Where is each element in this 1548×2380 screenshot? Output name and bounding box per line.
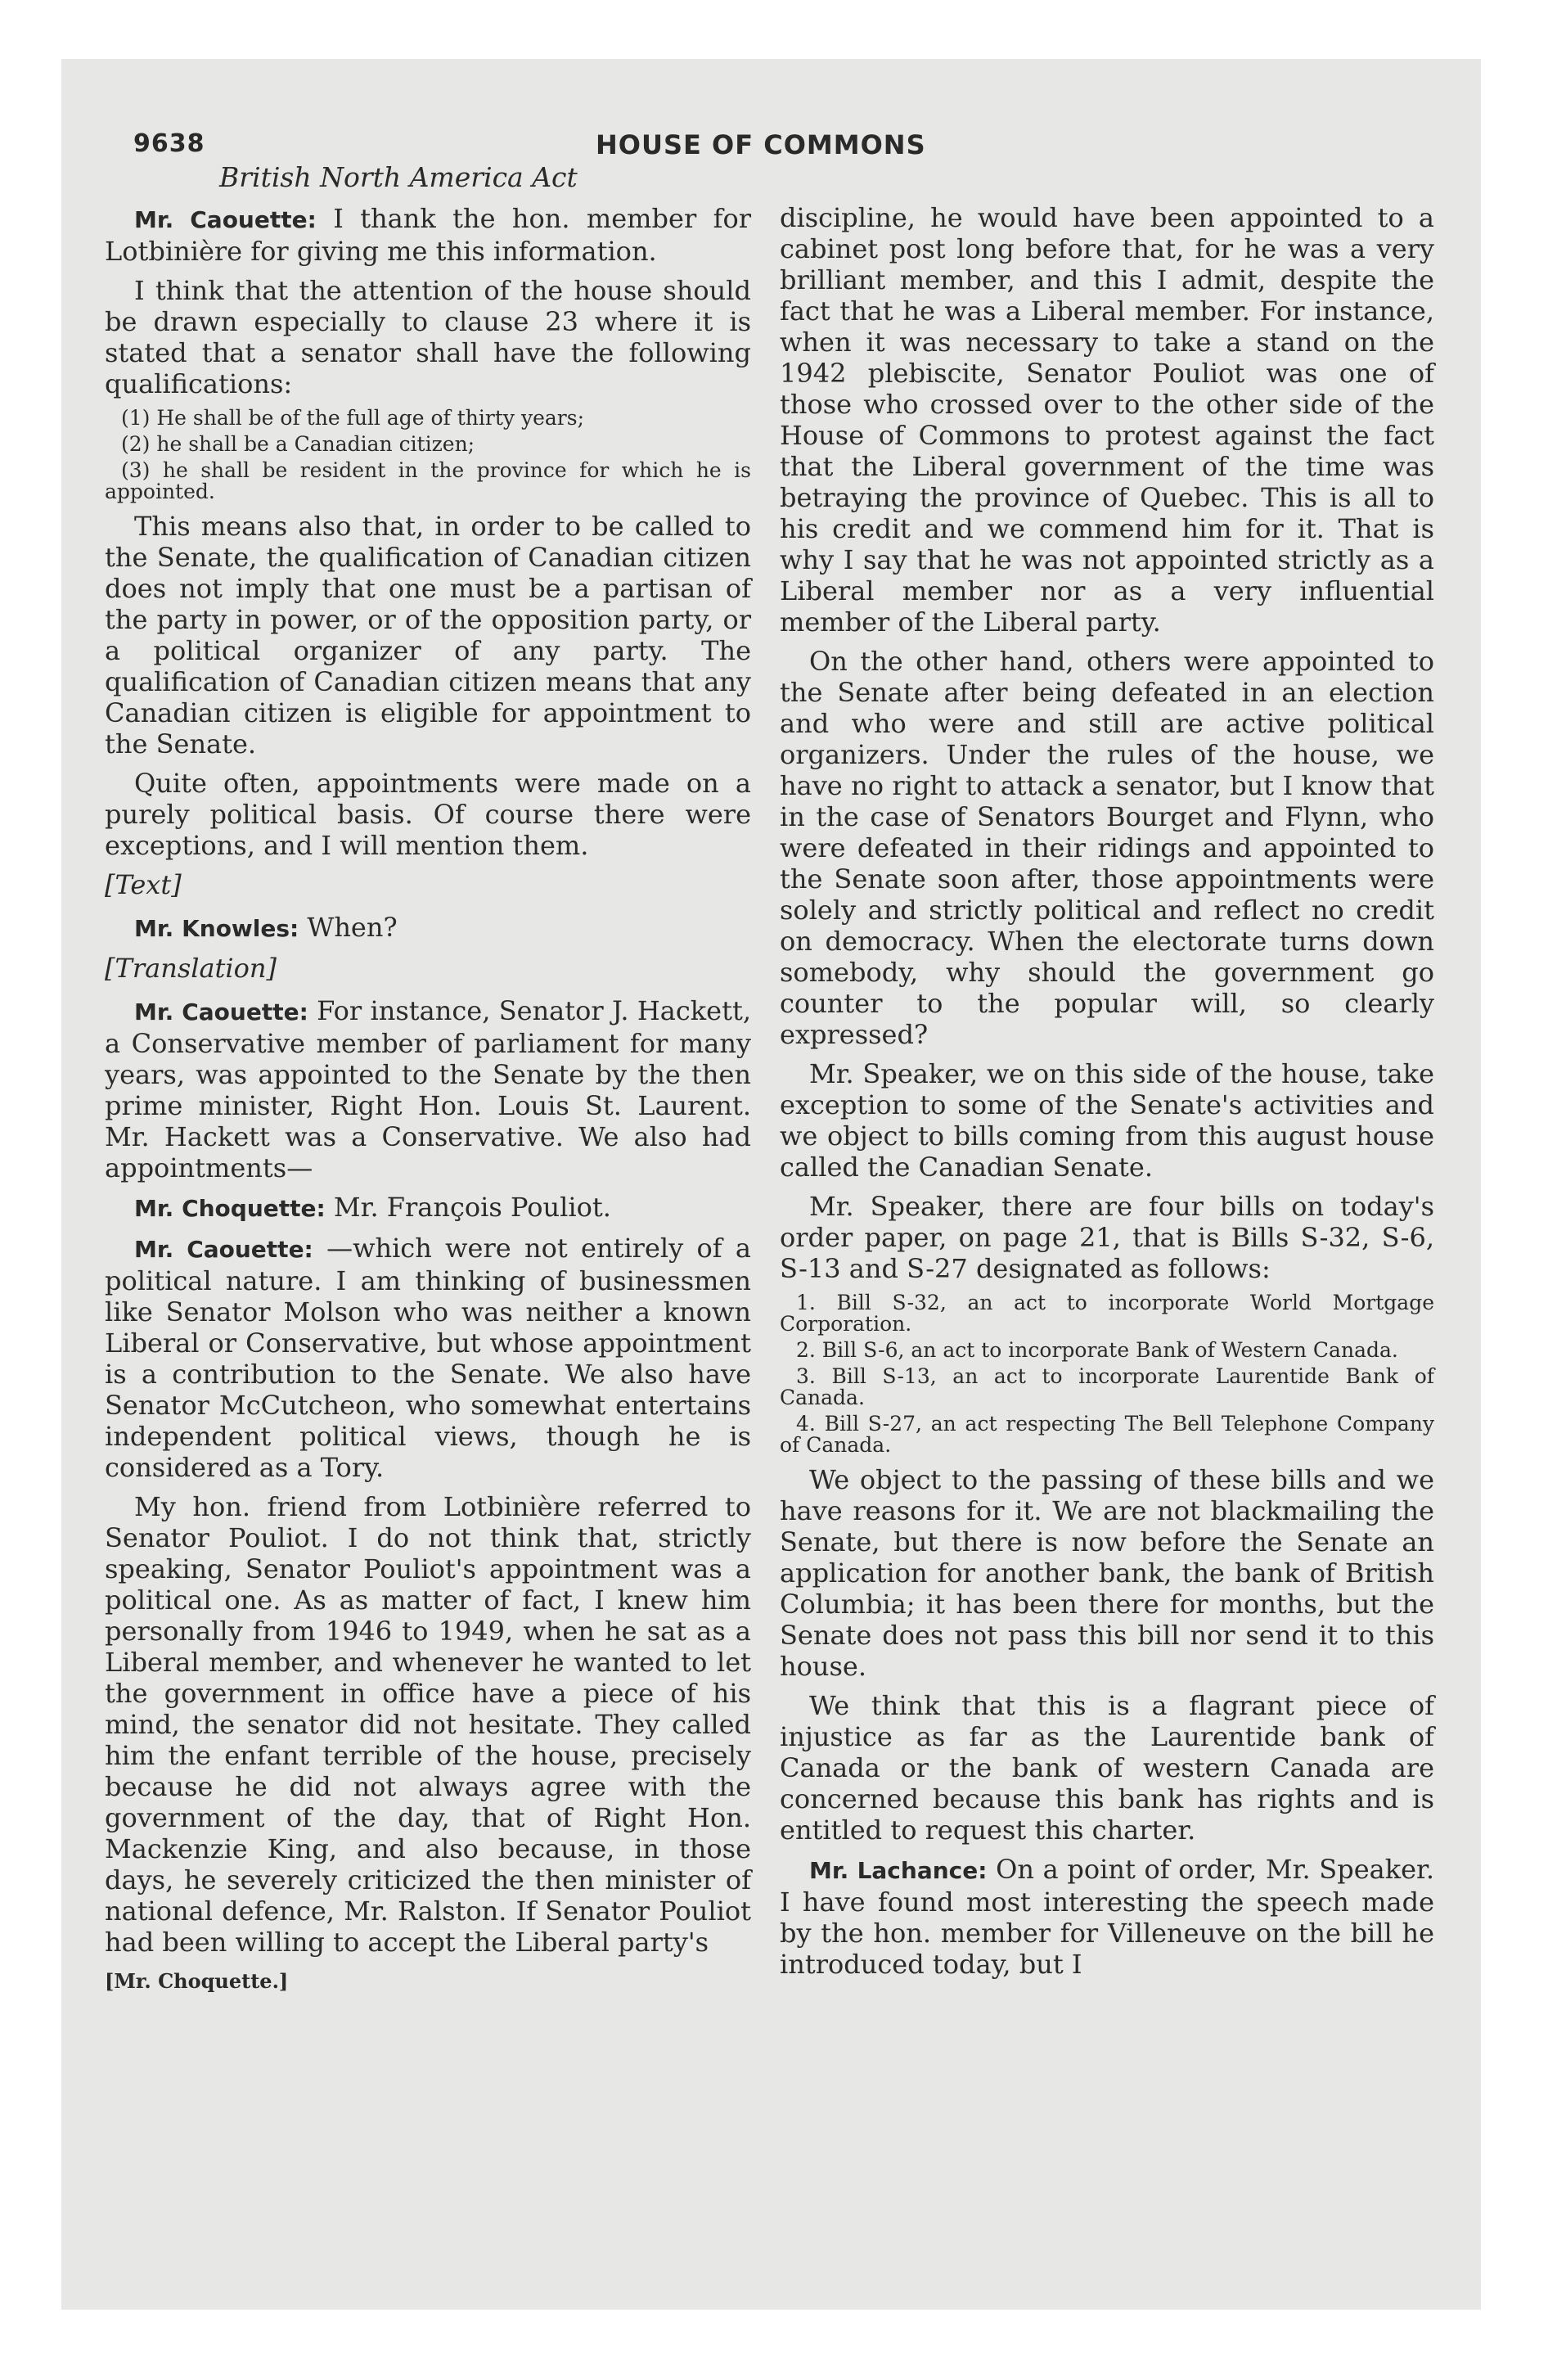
page-title: HOUSE OF COMMONS xyxy=(596,129,926,160)
page-footer: [Mr. Choquette.] xyxy=(105,1969,289,1993)
paragraph: On the other hand, others were appointed to the Senate after being defeated in an election and who were and still are active political organizers. Under the rules of the house, we have no right to attack a senator, but I know that in the case of Senators Bourget and Flynn, who were defeated in their ridings and appointed to the Senate soon after, those appointments were solely and strictly political and reflect no credit on democracy. When the electorate turns down somebody, why should the government go counter to the popular will, so clearly expressed? xyxy=(780,646,1434,1050)
paragraph xyxy=(105,1233,751,1483)
list-item: 1. Bill S-32, an act to incorporate World Mortgage Corporation. xyxy=(780,1291,1434,1336)
paragraph xyxy=(105,1192,751,1224)
speech-text: When? xyxy=(299,912,398,943)
paragraph: discipline, he would have been appointed to a cabinet post long before that, for he was a very brilliant member, and this I admit, despite the fact that he was a Liberal member. For instance, when it was necessary to take a stand on the 1942 plebiscite, Senator Pouliot was one of those who crossed over to the other side of the House of Commons to protest against the fact that the Liberal government of the time was betraying the province of Quebec. This is all to his credit and we commend him for it. That is why I say that he was not appointed strictly as a Liberal member nor as a very influential member of the Liberal party. xyxy=(780,202,1434,638)
speech-text: For instance, Senator J. Hackett, a Conservative member of parliament for many years, was appointed to the Senate by the then prime minister, Right Hon. Louis St. Laurent. Mr. Hackett was a Conservative. We also had appointments— xyxy=(105,995,752,1183)
paragraph: Mr. Speaker, there are four bills on today's order paper, on page 21, that is Bills S-32, S-6, S-13 and S-27 designated as follows: xyxy=(780,1191,1434,1284)
paragraph: We think that this is a flagrant piece of injustice as far as the Laurentide bank of Canada or the bank of western Canada are concerned because this bank has rights and is entitled to request this charter. xyxy=(780,1690,1434,1846)
paragraph: We object to the passing of these bills and we have reasons for it. We are not blackmailing the Senate, but there is now before the Senate an application for another bank, the bank of British Columbia; it has been there for months, but the Senate does not pass this bill nor send it to this house. xyxy=(780,1464,1434,1682)
speaker-name: Mr. Caouette: xyxy=(134,998,308,1025)
paragraph xyxy=(780,1854,1434,1980)
paragraph: My hon. friend from Lotbinière referred to Senator Pouliot. I do not think that, strictly speaking, Senator Pouliot's appointment was a political one. As as matter of fact, I knew him personally from 1946 to 1949, when he sat as a Liberal member, and whenever he wanted to let the government in office have a piece of his mind, the senator did not hesitate. They called him the enfant terrible of the house, precisely because he did not always agree with the government of the day, that of Right Hon. Mackenzie King, and also because, in those days, he severely criticized the then minister of national defence, Mr. Ralston. If Senator Pouliot had been willing to accept the Liberal party's xyxy=(105,1491,751,1958)
speaker-name: Mr. Knowles: xyxy=(134,915,299,942)
paragraph: This means also that, in order to be called to the Senate, the qualification of Canadian citizen does not imply that one must be a partisan of the party in power, or of the opposition party, or a political organizer of any party. The qualification of Canadian citizen means that any Canadian citizen is eligible for appointment to the Senate. xyxy=(105,511,751,760)
paragraph xyxy=(105,912,751,944)
language-note: [Text] xyxy=(105,869,182,900)
speech-text: —which were not entirely of a political nature. I am thinking of businessmen like Senator Molson who was neither a known Liberal or Conservative, but whose appointment is a contribution to the Senate. We also have Senator McCutcheon, who somewhat entertains independent political views, though he is considered as a Tory. xyxy=(105,1233,752,1483)
speaker-name: Mr. Caouette: xyxy=(134,1236,313,1263)
paragraph xyxy=(105,995,751,1183)
section-subject: British North America Act xyxy=(219,161,578,193)
paragraph: Mr. Speaker, we on this side of the house, take exception to some of the Senate's activities and we object to bills coming from this august house called the Canadian Senate. xyxy=(780,1058,1434,1183)
list-item: (1) He shall be of the full age of thirty years; xyxy=(121,406,584,430)
right-column xyxy=(780,202,1434,1988)
paragraph: Quite often, appointments were made on a purely political basis. Of course there were exceptions, and I will mention them. xyxy=(105,768,751,861)
left-column xyxy=(105,162,751,1994)
list-item: 3. Bill S-13, an act to incorporate Laurentide Bank of Canada. xyxy=(780,1364,1434,1409)
bills-list xyxy=(780,1292,1434,1456)
list-item: 2. Bill S-6, an act to incorporate Bank of Western Canada. xyxy=(796,1338,1398,1362)
qualifications-list xyxy=(105,408,751,503)
page-number: 9638 xyxy=(133,129,205,158)
speaker-name: Mr. Lachance: xyxy=(809,1857,988,1884)
speech-text: Mr. François Pouliot. xyxy=(325,1192,611,1223)
list-item: (3) he shall be resident in the province for which he is appointed. xyxy=(105,458,751,503)
language-note: [Translation] xyxy=(105,953,277,984)
speech-text: I thank the hon. member for Lotbinière for giving me this information. xyxy=(105,203,752,267)
paragraph xyxy=(105,203,751,267)
list-item: 4. Bill S-27, an act respecting The Bell Telephone Company of Canada. xyxy=(780,1412,1434,1457)
paragraph: I think that the attention of the house should be drawn especially to clause 23 where it is stated that a senator shall have the following qualifications: xyxy=(105,275,751,399)
speaker-name: Mr. Choquette: xyxy=(134,1195,326,1222)
speech-text: On a point of order, Mr. Speaker. I have found most interesting the speech made by the hon. member for Villeneuve on the bill he introduced today, but I xyxy=(780,1854,1434,1980)
list-item: (2) he shall be a Canadian citizen; xyxy=(121,432,475,456)
speaker-name: Mr. Caouette: xyxy=(134,206,317,233)
